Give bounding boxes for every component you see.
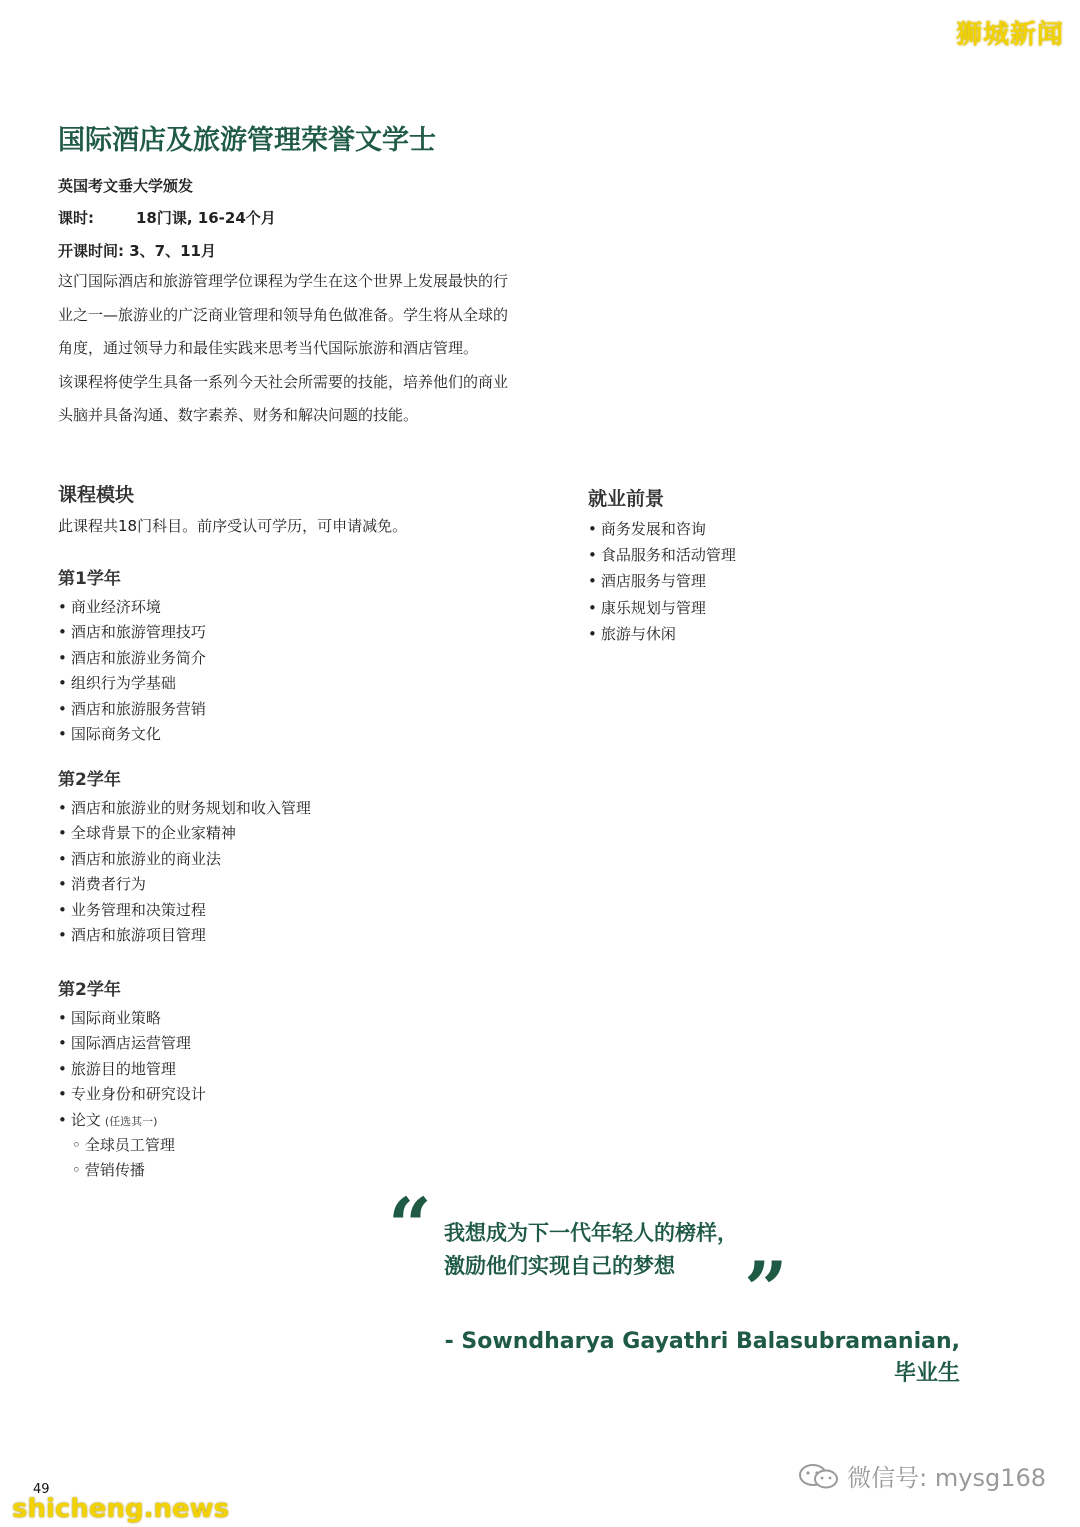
list-item: • 酒店和旅游业的商业法: [58, 847, 311, 872]
year3-list: [58, 1006, 206, 1184]
watermark-top: 狮城新闻: [955, 20, 1064, 50]
quote-author: - Sowndharya Gayathri Balasubramanian,: [444, 1329, 960, 1354]
year1-heading: 第1学年: [58, 569, 121, 589]
page-number: 49: [33, 1482, 50, 1497]
thesis-option: ◦ 全球员工管理: [58, 1133, 206, 1158]
intake-row: [58, 240, 216, 261]
close-quote-mark: ”: [744, 1245, 788, 1334]
quote-line: 激励他们实现自己的梦想: [444, 1254, 675, 1278]
open-quote-mark: “: [388, 1181, 432, 1270]
list-item: • 酒店服务与管理: [588, 568, 736, 594]
careers-list: [588, 516, 736, 647]
list-item: • 康乐规划与管理: [588, 595, 736, 621]
quote-line: 我想成为下一代年轻人的榜样，: [444, 1221, 738, 1245]
list-item: • 食品服务和活动管理: [588, 542, 736, 568]
list-item: • 专业身份和研究设计: [58, 1082, 206, 1107]
list-item: • 酒店和旅游业务简介: [58, 646, 206, 671]
year1-list: [58, 595, 206, 747]
list-item: • 全球背景下的企业家精神: [58, 821, 311, 846]
list-item: • 消费者行为: [58, 872, 311, 897]
duration-label: 课时:: [58, 209, 94, 227]
duration-row: [58, 207, 276, 228]
list-item: • 酒店和旅游业的财务规划和收入管理: [58, 796, 311, 821]
list-item: • 国际商务文化: [58, 722, 206, 747]
thesis-label: 论文: [70, 1110, 101, 1129]
description-paragraph: 这门国际酒店和旅游管理学位课程为学生在这个世界上发展最快的行业之一—旅游业的广泛商业管理和领导角色做准备。学生将从全球的角度，通过领导力和最佳实践来思考当代国际旅游和酒店管理。: [58, 272, 509, 357]
course-description: [58, 265, 508, 433]
list-item: • 国际酒店运营管理: [58, 1031, 206, 1056]
list-item: • 旅游目的地管理: [58, 1057, 206, 1082]
year3-heading: 第2学年: [58, 980, 121, 1000]
quote-attribution: [445, 1326, 960, 1390]
duration-value: 18门课, 16-24个月: [136, 209, 276, 227]
awarded-by: 英国考文垂大学颁发: [58, 177, 194, 195]
list-item: • 酒店和旅游管理技巧: [58, 620, 206, 645]
modules-heading: 课程模块: [58, 484, 135, 506]
list-item: • 商务发展和咨询: [588, 516, 736, 542]
list-item: • 国际商业策略: [58, 1006, 206, 1031]
testimonial-quote: [444, 1217, 738, 1283]
year2-heading: 第2学年: [58, 770, 121, 790]
careers-heading: 就业前景: [588, 488, 665, 510]
intake-value: 3、7、11月: [129, 242, 216, 260]
modules-note: 此课程共18门科目。前序受认可学历，可申请减免。: [58, 517, 408, 535]
intake-label: 开课时间:: [58, 242, 124, 260]
wechat-icon: [797, 1462, 841, 1490]
thesis-option-note: (任选其一): [104, 1114, 158, 1128]
watermark-bottom-left: shicheng.news: [12, 1494, 230, 1524]
list-item: • 酒店和旅游项目管理: [58, 923, 311, 948]
list-item: • 业务管理和决策过程: [58, 898, 311, 923]
list-item: • 组织行为学基础: [58, 671, 206, 696]
list-item: • 商业经济环境: [58, 595, 206, 620]
wechat-watermark: [797, 1458, 1046, 1493]
list-item: • 旅游与休闲: [588, 621, 736, 647]
list-item: • 酒店和旅游服务营销: [58, 697, 206, 722]
page-title: 国际酒店及旅游管理荣誉文学士: [58, 125, 436, 156]
year2-list: [58, 796, 311, 948]
wechat-id: 微信号: mysg168: [847, 1464, 1046, 1492]
quote-author-role: 毕业生: [893, 1361, 960, 1386]
description-paragraph: 该课程将使学生具备一系列今天社会所需要的技能，培养他们的商业头脑并具备沟通、数字素养、财务和解决问题的技能。: [58, 372, 509, 424]
thesis-option: ◦ 营销传播: [58, 1158, 206, 1183]
thesis-item: [58, 1108, 206, 1133]
